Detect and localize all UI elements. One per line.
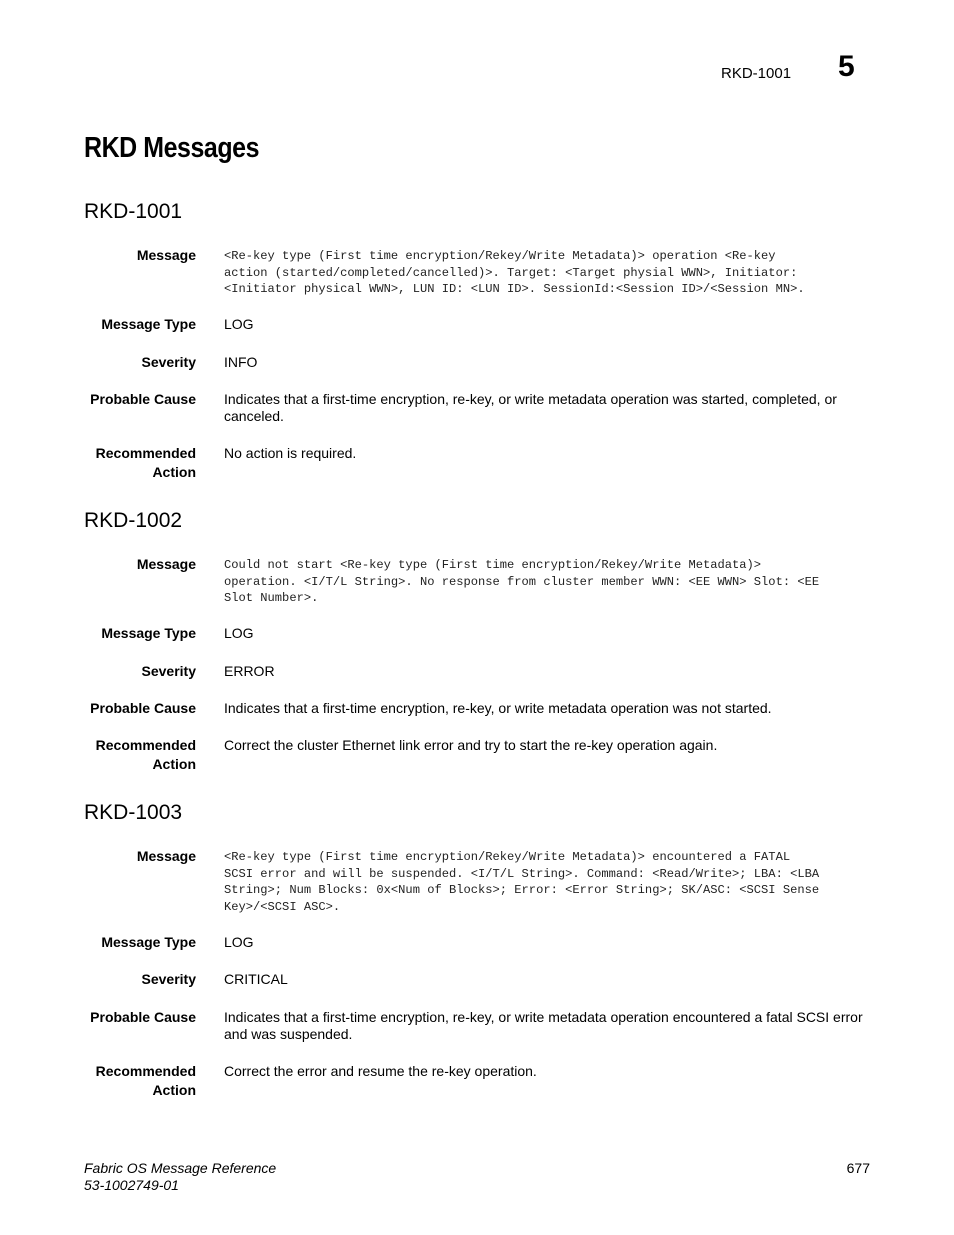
section-title-rkd-1001: RKD-1001 — [84, 200, 183, 223]
severity-value: CRITICAL — [224, 971, 288, 987]
probable-cause-text: Indicates that a first-time encryption, re-key, or write metadata operation was not started. — [224, 700, 772, 716]
recommended-action-label — [40, 736, 196, 774]
recommended-action-label-line1: Recommended — [95, 1063, 196, 1079]
recommended-action-label-line1: Recommended — [95, 445, 196, 461]
recommended-action-text: No action is required. — [224, 445, 357, 461]
recommended-action-label — [40, 1062, 196, 1100]
probable-cause-label: Probable Cause — [90, 1009, 196, 1025]
recommended-action-label-line2: Action — [152, 756, 196, 772]
footer-doc-info — [84, 1160, 276, 1194]
message-type-label: Message Type — [101, 934, 196, 950]
message-type-label: Message Type — [101, 625, 196, 641]
recommended-action-text: Correct the cluster Ethernet link error and try to start the re-key operation again. — [224, 737, 718, 753]
message-type-value: LOG — [224, 625, 254, 641]
message-text: <Re-key type (First time encryption/Rekey/Write Metadata)> encountered a FATAL SCSI error and will be suspended. <I/T/L String>. Command: <Read/Write>; LBA: <LBA String>; Num Blocks: 0x<Num of Blocks>; Error: <Error String>; SK/ASC: <SCSI Sense Key>/<SCSI ASC>. — [224, 850, 820, 914]
footer-doc-number: 53-1002749-01 — [84, 1177, 179, 1193]
probable-cause-text: Indicates that a first-time encryption, re-key, or write metadata operation was started, completed, or canceled. — [224, 391, 837, 424]
section-title-rkd-1002: RKD-1002 — [84, 509, 183, 532]
severity-label: Severity — [141, 971, 196, 987]
footer-page-number: 677 — [846, 1160, 870, 1176]
message-text: <Re-key type (First time encryption/Rekey/Write Metadata)> operation <Re-key action (started/completed/cancelled)>. Target: <Target physial WWN>, Initiator: <Initiator physical WWN>, LUN ID: <LUN ID>. SessionId:<Session ID>/<Session MN>. — [224, 249, 805, 296]
message-type-label: Message Type — [101, 316, 196, 332]
running-head: RKD-1001 — [721, 65, 792, 82]
message-label: Message — [136, 556, 196, 572]
chapter-number: 5 — [838, 50, 855, 83]
severity-value: INFO — [224, 354, 258, 370]
recommended-action-label-line2: Action — [152, 1082, 196, 1098]
section-title-rkd-1003: RKD-1003 — [84, 801, 183, 824]
message-label: Message — [136, 848, 196, 864]
message-label: Message — [136, 247, 196, 263]
probable-cause-label: Probable Cause — [90, 391, 196, 407]
recommended-action-label-line2: Action — [152, 464, 196, 480]
severity-label: Severity — [141, 663, 196, 679]
severity-label: Severity — [141, 354, 196, 370]
message-type-value: LOG — [224, 934, 254, 950]
footer-doc-title: Fabric OS Message Reference — [84, 1160, 277, 1176]
page-title: RKD Messages — [84, 132, 260, 164]
recommended-action-label — [40, 444, 196, 482]
probable-cause-label: Probable Cause — [90, 700, 196, 716]
severity-value: ERROR — [224, 663, 275, 679]
probable-cause-text: Indicates that a first-time encryption, re-key, or write metadata operation encountered a fatal SCSI error and was suspended. — [224, 1009, 863, 1042]
message-type-value: LOG — [224, 316, 254, 332]
recommended-action-label-line1: Recommended — [95, 737, 196, 753]
message-text: Could not start <Re-key type (First time encryption/Rekey/Write Metadata)> operation. <I/T/L String>. No response from cluster member WWN: <EE WWN> Slot: <EE Slot Number>. — [224, 558, 820, 605]
recommended-action-text: Correct the error and resume the re-key operation. — [224, 1063, 537, 1079]
